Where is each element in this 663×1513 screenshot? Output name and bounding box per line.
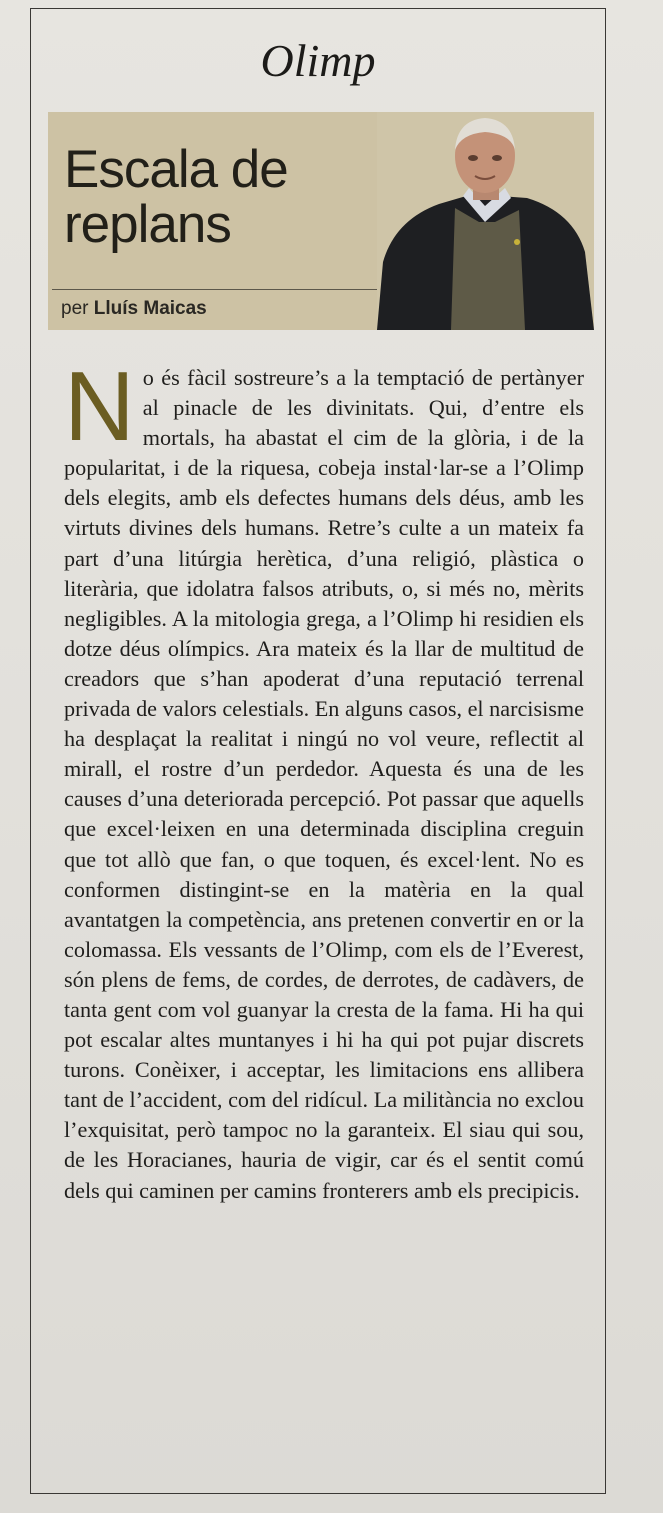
section-title: Olimp xyxy=(260,35,376,86)
byline xyxy=(61,298,207,320)
dropcap: N xyxy=(64,351,135,461)
article-body xyxy=(64,351,585,1206)
article-body-text: o és fàcil sostreure’s a la temptació de pertànyer al pinacle de les divinitats. Qui, d’entre els mortals, ha abastat el cim de la glòria, i de la popularitat, i de la riquesa, cobeja instal·lar-se a l’Olimp dels elegits, amb els defectes humans dels déus, amb les virtuts divines dels humans. Retre’s culte a un mateix fa part d’una litúrgia herètica, d’una religió, plàstica o literària, que idolatra falsos atributs, o, si més no, mèrits negligibles. A la mitologia grega, a l’Olimp hi residien els dotze déus olímpics. Ara mateix és la llar de multitud de creadors que s’han apoderat d’una reputació terrenal privada de valors celestials. En alguns casos, el narcisisme ha desplaçat la realitat i ningú no vol veure, reflectit al mirall, el rostre d’un perdedor. Aquesta és una de les causes d’una deteriorada percepció. Pot passar que aquells que excel·leixen en una determinada disciplina creguin que tot allò que fan, o que toquen, és excel·lent. No es conformen distingint-se en la matèria en la qual avantatgen la competència, ans pretenen convertir en or la colomassa. Els vessants de l’Olimp, com els de l’Everest, són plens de fems, de cordes, de derrotes, de cadàvers, de tanta gent com vol guanyar la cresta de la fama. Hi ha qui pot escalar altes muntanyes i hi ha qui pot pujar discrets turons. Conèixer, i acceptar, les limitacions ens allibera tant de l’accident, com del ridícul. La militància no exclou l’exquisitat, però tampoc no la garanteix. El siau qui sou, de les Horacianes, hauria de vigir, car és el sentit comú dels qui caminen per camins fronterers amb els precipicis. xyxy=(64,365,585,1203)
byline-divider xyxy=(52,289,379,290)
author-name: Lluís Maicas xyxy=(93,298,207,319)
byline-prefix: per xyxy=(61,298,89,319)
author-photo xyxy=(377,112,594,330)
article-headline: Escala de replans xyxy=(64,140,288,254)
